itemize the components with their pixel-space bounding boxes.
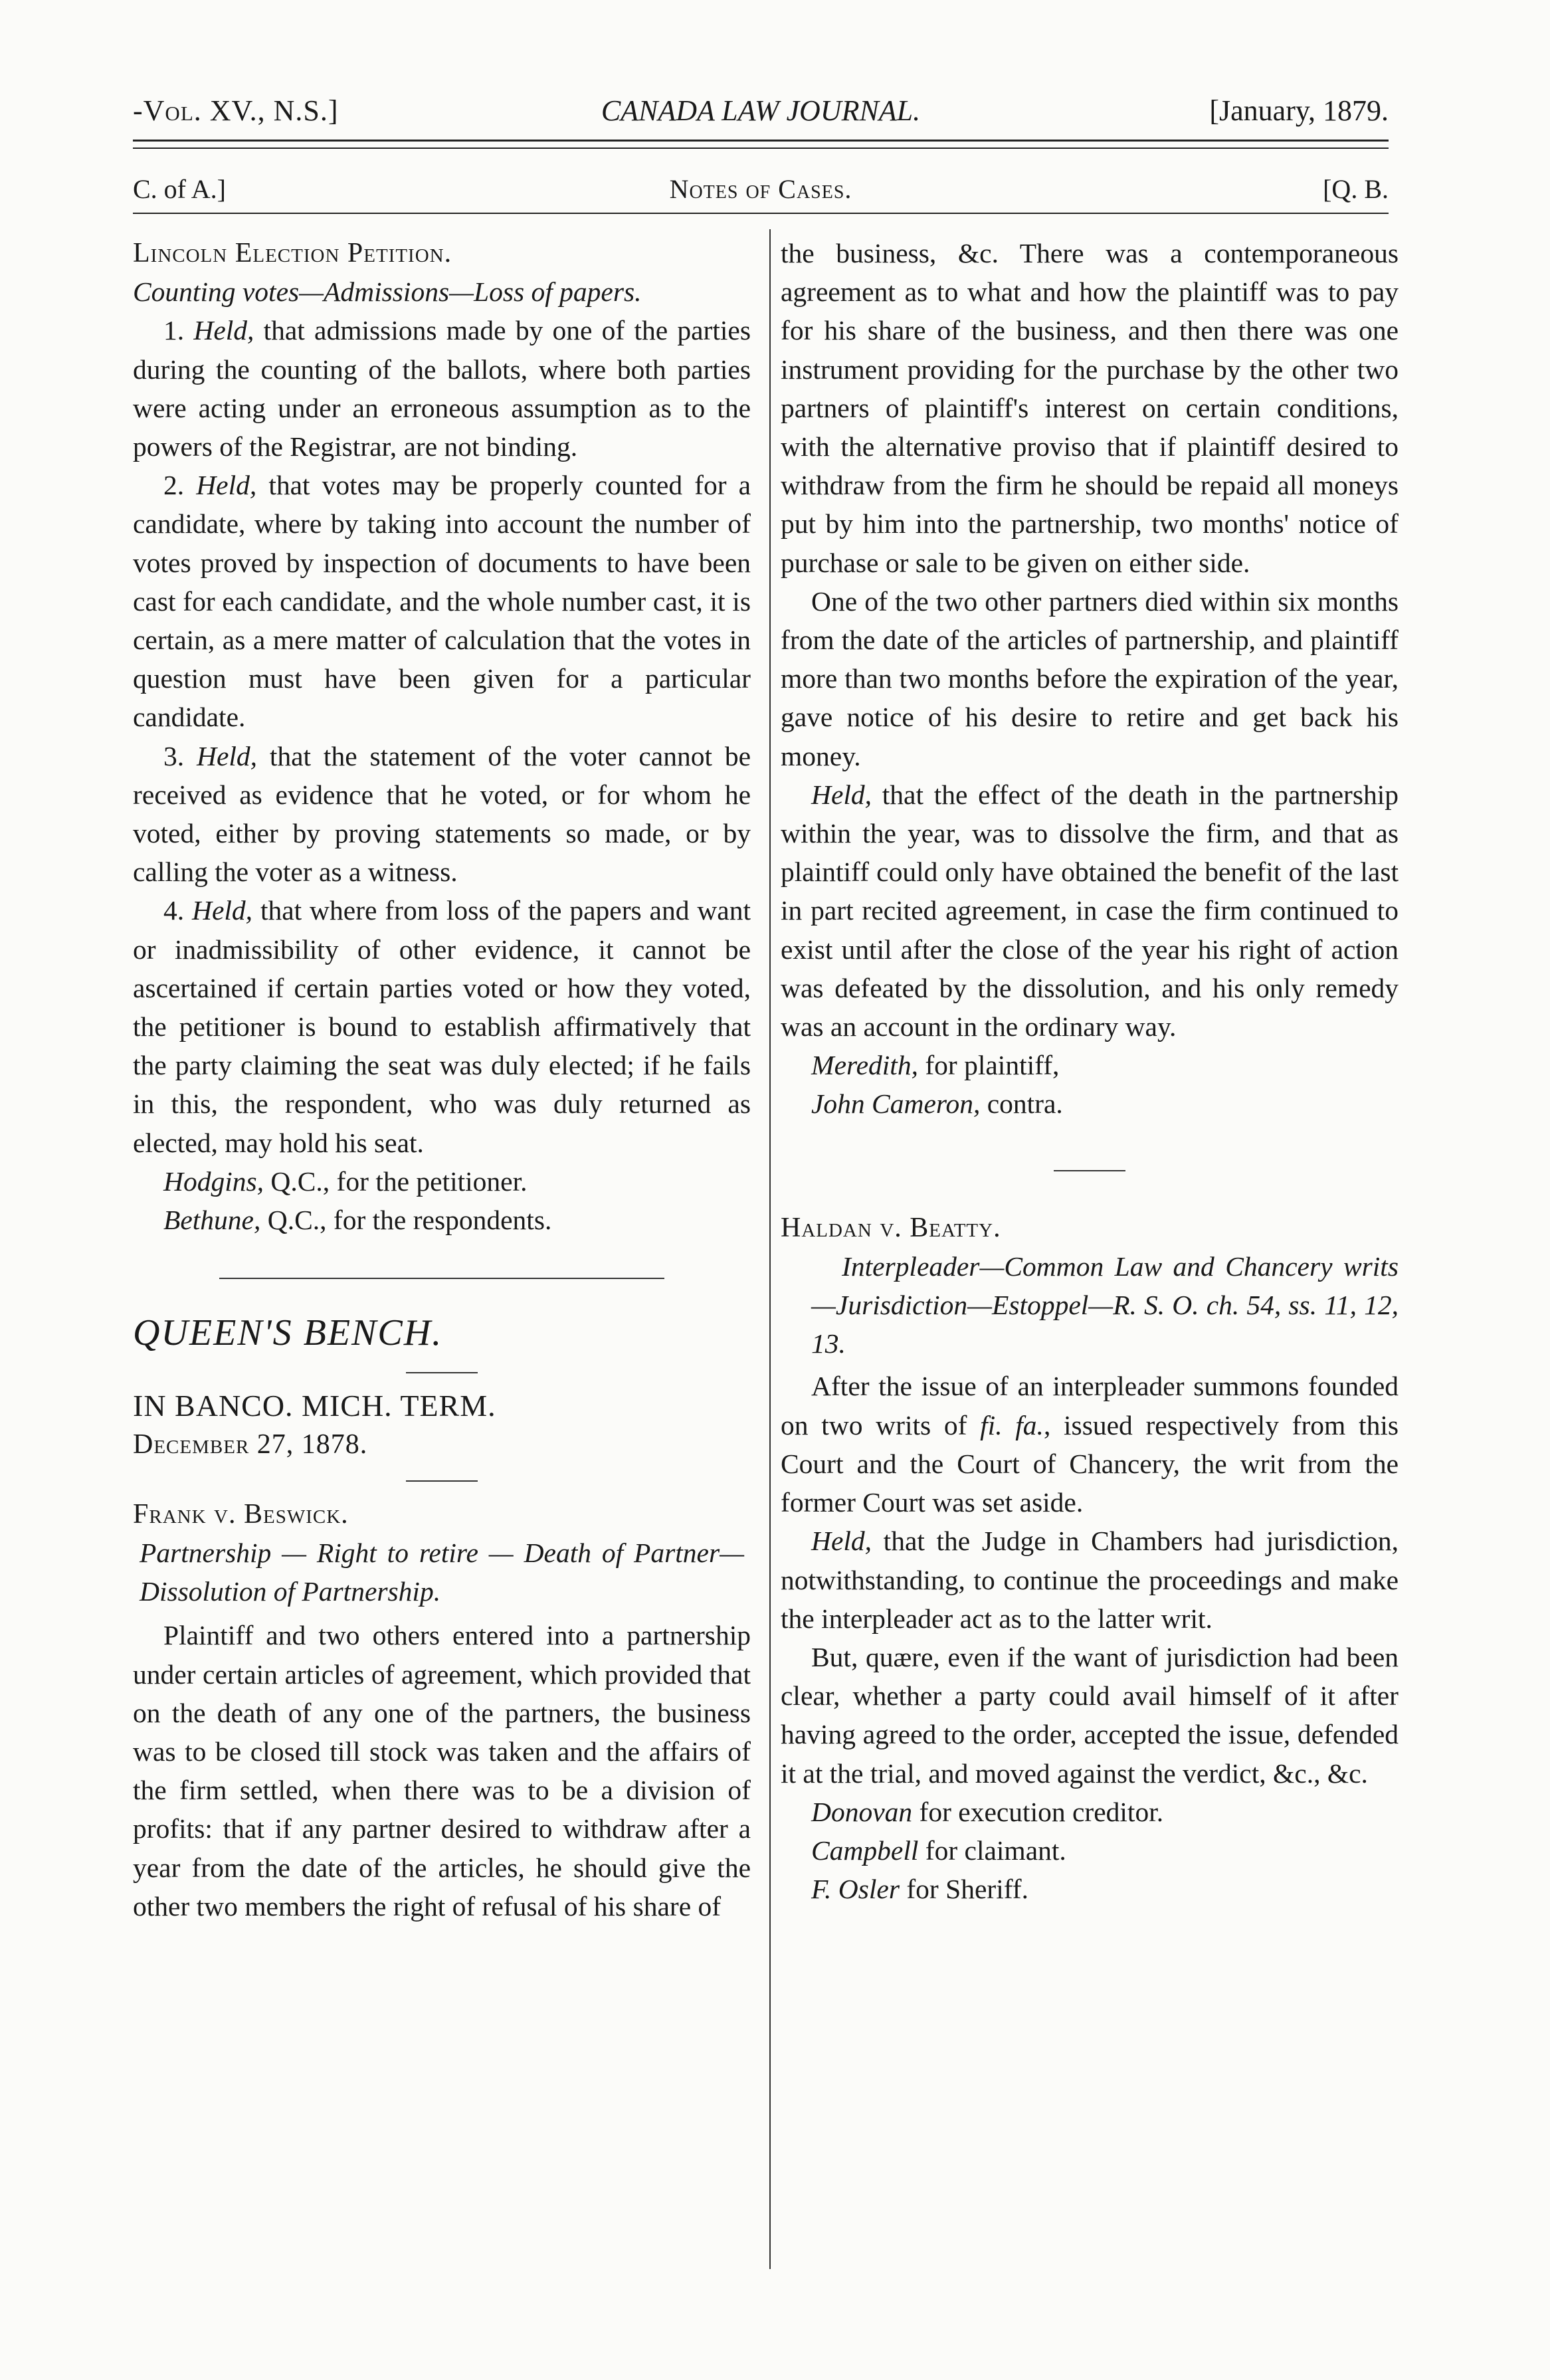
- case-subtitle-haldan: Interpleader—Common Law and Chancery writs—Jurisdiction—Estoppel—R. S. O. ch. 54, ss. 11, 12, 13.: [811, 1250, 1399, 1359]
- holding-paragraph: Held, that the effect of the death in the partnership within the year, was to dissolve the firm, and that as plaintiff could only have obtained the benefit of the last in part recited agreement, in case the firm continued to exist until after the close of the year his right of action was defeated by the dissolution, and his only remedy was an account in the ordinary way.: [781, 779, 1399, 1042]
- counsel-line: Bethune, Q.C., for the respondents.: [163, 1205, 552, 1236]
- header-rule-bottom: [133, 148, 1389, 149]
- case-paragraph: the business, &c. There was a contemporaneous agreement as to what and how the plaintiff was to pay for his share of the business, and then there was one instrument providing for the purchase by the other two partners of plaintiff's interest on certain conditions, with the alternative proviso that if plaintiff desired to withdraw from the firm he should be repaid all moneys put by him into the partnership, two months' notice of purchase or sale to be given on either side.: [781, 238, 1399, 578]
- counsel-line: Campbell for claimant.: [811, 1835, 1066, 1866]
- term-date: December 27, 1878.: [133, 1429, 368, 1460]
- short-divider: [406, 1372, 478, 1373]
- holding-paragraph: Held, that the Judge in Chambers had jurisdiction, notwithstanding, to continue the proceedings and make the interpleader act as to the latter writ.: [781, 1526, 1399, 1634]
- counsel-line: F. Osler for Sheriff.: [811, 1874, 1028, 1905]
- issue-date: [January, 1879.: [1209, 94, 1389, 127]
- holding-3: 3. Held, that the statement of the voter cannot be received as evidence that he voted, or for whom he voted, either by proving statements so made, or by calling the voter as a witness.: [133, 740, 751, 888]
- case-paragraph: But, quære, even if the want of jurisdiction had been clear, whether a party could avail himself of it after having agreed to the order, accepted the issue, defended it at the trial, and moved against the verdict, &c., &c.: [781, 1641, 1399, 1789]
- term-heading: IN BANCO. MICH. TERM.: [133, 1389, 496, 1423]
- case-subtitle-frank: Partnership — Right to retire — Death of Partner—Dissolution of Partnership.: [140, 1537, 744, 1607]
- holding-1: 1. Held, that admissions made by one of the parties during the counting of the ballots, where both parties were acting under an erroneous assumption as to the powers of the Registrar, are not binding.: [133, 315, 751, 462]
- case-title-frank: Frank v. Beswick.: [133, 1498, 349, 1530]
- counsel-line: Donovan for execution creditor.: [811, 1796, 1164, 1827]
- case-paragraph: One of the two other partners died within six months from the date of the articles of partnership, and plaintiff more than two months before the expiration of the year, gave notice of his desire to retire and get back his money.: [781, 585, 1399, 771]
- case-title-haldan: Haldan v. Beatty.: [781, 1212, 1001, 1243]
- case-title-lincoln: Lincoln Election Petition.: [133, 238, 452, 268]
- case-paragraph: After the issue of an interpleader summons founded on two writs of fi. fa., issued respectively from this Court and the Court of Chancery, the writ from the former Court was set aside.: [781, 1371, 1399, 1518]
- short-divider: [406, 1480, 478, 1482]
- journal-title: CANADA LAW JOURNAL.: [601, 94, 921, 127]
- counsel-line: Hodgins, Q.C., for the petitioner.: [163, 1165, 528, 1197]
- court-right-label: [Q. B.: [1323, 174, 1389, 204]
- column-divider: [769, 229, 771, 2269]
- holding-4: 4. Held, that where from loss of the papers and want or inadmissibility of other evidence, it cannot be ascertained if certain parties voted or how they voted, the petitioner is bound to establish affirmatively that the party claiming the seat was duly elected; if he fails in this, the respondent, who was duly returned as elected, may hold his seat.: [133, 895, 751, 1158]
- right-column: [781, 234, 1399, 1908]
- counsel-line: Meredith, for plaintiff,: [811, 1050, 1060, 1081]
- section-divider: [219, 1278, 664, 1279]
- left-column: [133, 234, 751, 1926]
- section-rule: [133, 213, 1389, 214]
- case-paragraph: Plaintiff and two others entered into a partnership under certain articles of agreement, which provided that on the death of any one of the partners, the business was to be closed till stock was taken and the affairs of the firm settled, when there was to be a division of profits: that if any partner desired to withdraw after a year from the date of the articles, he should give the other two members the right of refusal of his share of: [133, 1620, 751, 1922]
- holding-2: 2. Held, that votes may be properly counted for a candidate, where by taking into account the number of votes proved by inspection of documents to have been cast for each candidate, and the whole number cast, it is certain, as a mere matter of calculation that the votes in question must have been given for a particular candidate.: [133, 470, 751, 733]
- short-divider: [1054, 1170, 1125, 1171]
- section-title: Notes of Cases.: [669, 174, 852, 204]
- volume-label: -Vol. XV., N.S.]: [133, 94, 339, 127]
- court-left-label: C. of A.]: [133, 174, 226, 204]
- counsel-line: John Cameron, contra.: [811, 1088, 1063, 1120]
- case-subtitle-lincoln: Counting votes—Admissions—Loss of papers.: [133, 276, 642, 308]
- court-heading: QUEEN'S BENCH.: [133, 1312, 443, 1354]
- header-rule-top: [133, 140, 1389, 142]
